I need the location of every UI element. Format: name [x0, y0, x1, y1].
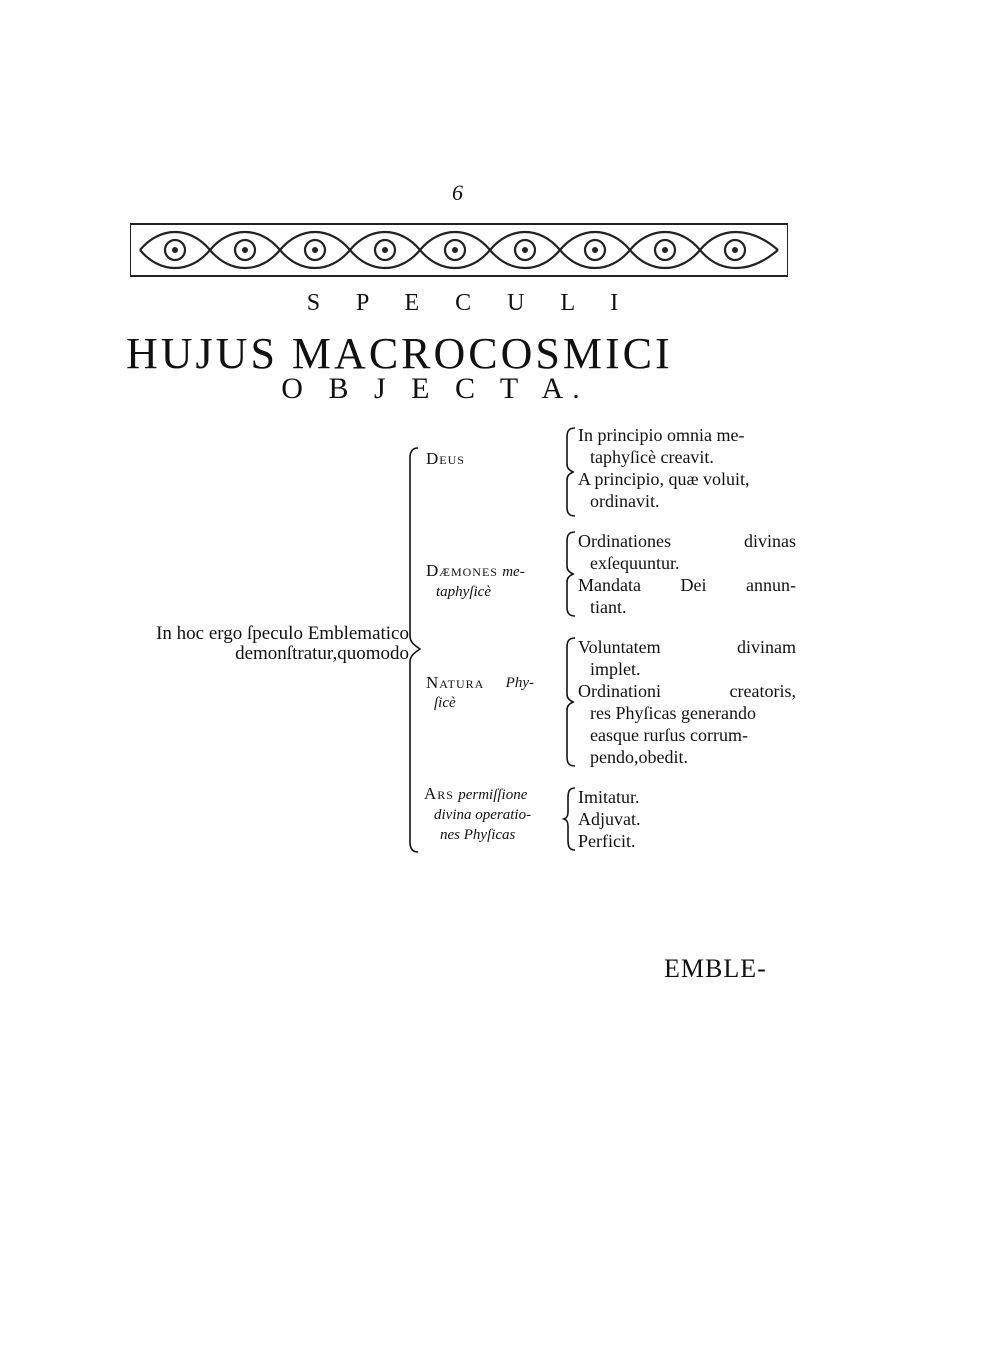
catchword: EMBLE- — [664, 954, 767, 983]
natura-text: Voluntatem divinam implet. Ordinationi creatoris, res Phyſicas generando easque rurſus corrum- pendo,obedit. — [578, 637, 796, 767]
page-number: 6 — [452, 180, 463, 205]
natura-brace — [563, 636, 577, 768]
title-line-1: S P E C U L I — [306, 290, 634, 316]
daemones-text: Ordinationes divinas exſequuntur. Mandata Dei annun- tiant. — [578, 531, 796, 617]
ars-text: Imitatur. Adjuvat. Perficit. — [578, 787, 641, 851]
ars-brace — [563, 786, 577, 852]
category-daemones: Dæmones me- taphyſicè — [426, 561, 525, 600]
title-line-2: HUJUS MACROCOSMICI — [126, 329, 673, 378]
category-deus: Deus — [426, 449, 465, 468]
category-natura: Natura Phy- ſicè — [426, 673, 534, 711]
title-line-3: O B J E C T A. — [281, 372, 589, 405]
daemones-brace — [563, 530, 577, 618]
category-ars: Ars permiſſione divina operatio- nes Phyſicas — [424, 784, 532, 843]
intro-line-2: demonſtratur,quomodo — [235, 643, 409, 664]
deus-text: In principio omnia me- taphyſicè creavit. A principio, quæ voluit, ordinavit. — [578, 425, 750, 511]
deus-brace — [563, 426, 577, 518]
intro-line-1: In hoc ergo ſpeculo Emblematico — [156, 623, 409, 644]
intro-text — [124, 624, 409, 664]
ornament-band — [130, 222, 788, 278]
